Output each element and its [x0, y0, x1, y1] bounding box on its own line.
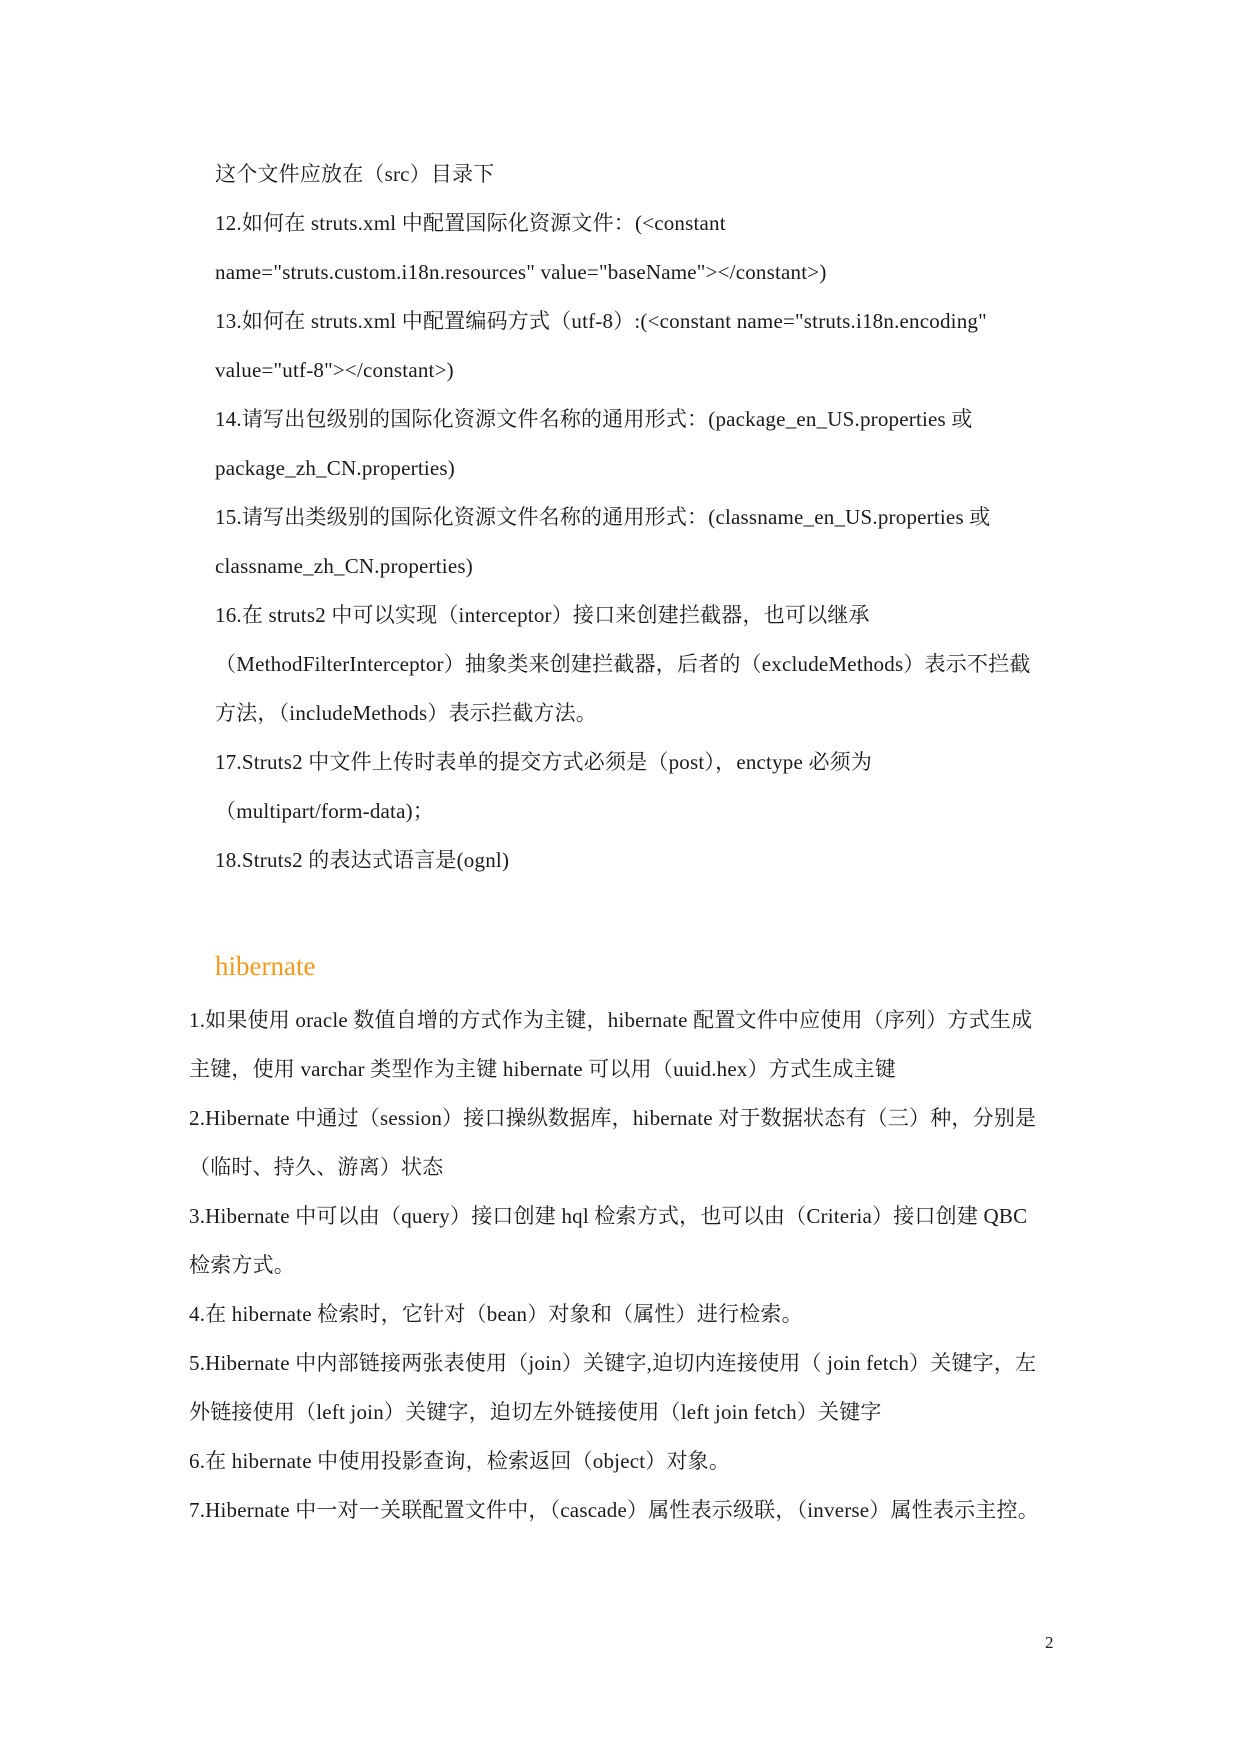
- struts-line-14: （multipart/form-data)；: [215, 799, 435, 823]
- struts-line-8: 15.请写出类级别的国际化资源文件名称的通用形式：(classname_en_US.properties 或: [215, 505, 991, 529]
- hibernate-line-11: 7.Hibernate 中一对一关联配置文件中，（cascade）属性表示级联，（inverse）属性表示主控。: [189, 1498, 1039, 1522]
- page-number: 2: [1045, 1633, 1054, 1652]
- struts-line-4: 13.如何在 struts.xml 中配置编码方式（utf-8）:(<constant name="struts.i18n.encoding": [215, 309, 987, 333]
- struts-line-1: 这个文件应放在（src）目录下: [215, 162, 495, 186]
- hibernate-line-7: 4.在 hibernate 检索时，它针对（bean）对象和（属性）进行检索。: [189, 1302, 803, 1326]
- struts-line-9: classname_zh_CN.properties): [215, 554, 473, 578]
- struts-line-7: package_zh_CN.properties): [215, 456, 455, 480]
- struts-line-10: 16.在 struts2 中可以实现（interceptor）接口来创建拦截器，也可以继承: [215, 603, 870, 627]
- struts-line-3: name="struts.custom.i18n.resources" value="baseName"></constant>): [215, 260, 827, 284]
- struts-line-15: 18.Struts2 的表达式语言是(ognl): [215, 848, 510, 872]
- hibernate-line-4: （临时、持久、游离）状态: [189, 1155, 444, 1179]
- struts-line-6: 14.请写出包级别的国际化资源文件名称的通用形式：(package_en_US.properties 或: [215, 407, 973, 431]
- struts-line-12: 方法，（includeMethods）表示拦截方法。: [215, 701, 598, 725]
- hibernate-line-10: 6.在 hibernate 中使用投影查询，检索返回（object）对象。: [189, 1449, 731, 1473]
- struts-line-5: value="utf-8"></constant>): [215, 358, 454, 382]
- struts-line-2: 12.如何在 struts.xml 中配置国际化资源文件：(<constant: [215, 211, 726, 235]
- hibernate-line-3: 2.Hibernate 中通过（session）接口操纵数据库，hibernate 对于数据状态有（三）种，分别是: [189, 1106, 1037, 1130]
- struts-line-13: 17.Struts2 中文件上传时表单的提交方式必须是（post），enctype 必须为: [215, 750, 873, 774]
- struts-line-11: （MethodFilterInterceptor）抽象类来创建拦截器，后者的（excludeMethods）表示不拦截: [215, 652, 1031, 676]
- hibernate-line-5: 3.Hibernate 中可以由（query）接口创建 hql 检索方式，也可以由（Criteria）接口创建 QBC: [189, 1204, 1028, 1228]
- hibernate-line-2: 主键，使用 varchar 类型作为主键 hibernate 可以用（uuid.hex）方式生成主键: [189, 1057, 896, 1081]
- hibernate-line-1: 1.如果使用 oracle 数值自增的方式作为主键，hibernate 配置文件中应使用（序列）方式生成: [189, 1008, 1033, 1032]
- hibernate-line-8: 5.Hibernate 中内部链接两张表使用（join）关键字,迫切内连接使用（ join fetch）关键字，左: [189, 1351, 1037, 1375]
- hibernate-line-9: 外链接使用（left join）关键字，迫切左外链接使用（left join fetch）关键字: [189, 1400, 882, 1424]
- hibernate-line-6: 检索方式。: [189, 1253, 295, 1277]
- section-heading-hibernate: hibernate: [215, 951, 316, 981]
